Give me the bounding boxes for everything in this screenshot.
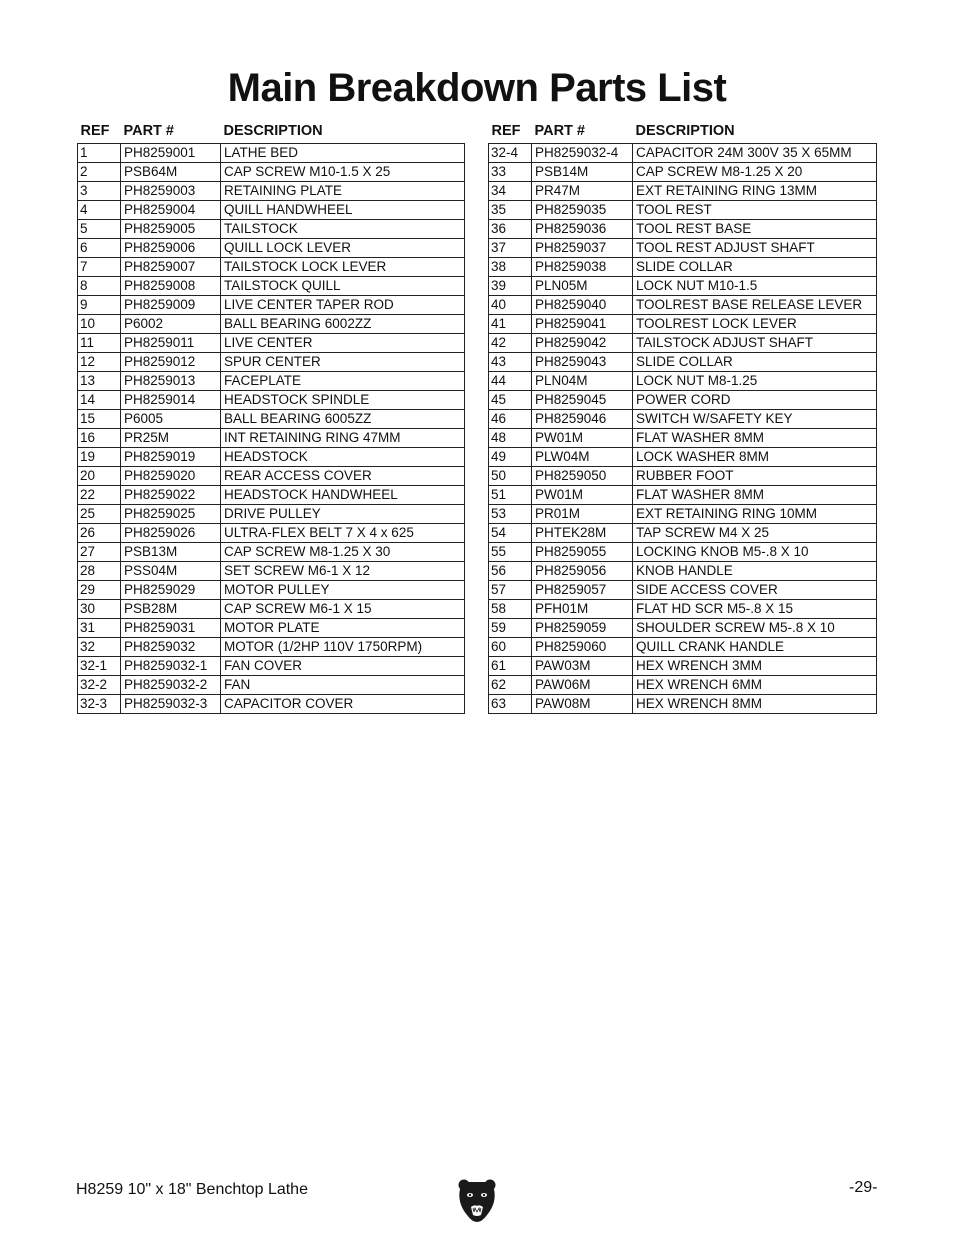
description-cell: RUBBER FOOT — [633, 467, 877, 486]
ref-cell: 8 — [78, 277, 121, 296]
part-number-cell: PH8259055 — [532, 543, 633, 562]
part-number-cell: PH8259019 — [121, 448, 221, 467]
description-cell: CAP SCREW M8-1.25 X 20 — [633, 163, 877, 182]
description-cell: LOCKING KNOB M5-.8 X 10 — [633, 543, 877, 562]
part-number-cell: PSS04M — [121, 562, 221, 581]
ref-cell: 3 — [78, 182, 121, 201]
part-number-cell: P6005 — [121, 410, 221, 429]
table-row — [78, 429, 465, 448]
part-number-cell: PFH01M — [532, 600, 633, 619]
part-number-header: PART # — [534, 122, 585, 139]
ref-cell: 5 — [78, 220, 121, 239]
part-number-cell: PH8259031 — [121, 619, 221, 638]
part-number-cell: PLN05M — [532, 277, 633, 296]
table-row — [78, 524, 465, 543]
ref-cell: 22 — [78, 486, 121, 505]
table-row — [78, 315, 465, 334]
description-cell: BALL BEARING 6005ZZ — [221, 410, 465, 429]
ref-cell: 20 — [78, 467, 121, 486]
ref-cell: 53 — [489, 505, 532, 524]
table-row — [489, 220, 877, 239]
description-cell: FLAT HD SCR M5-.8 X 15 — [633, 600, 877, 619]
table-row — [489, 391, 877, 410]
table-row — [78, 638, 465, 657]
part-number-cell: PH8259032-3 — [121, 695, 221, 714]
description-cell: TOOL REST — [633, 201, 877, 220]
part-number-cell: PH8259032-1 — [121, 657, 221, 676]
part-number-cell: PH8259008 — [121, 277, 221, 296]
table-row — [489, 543, 877, 562]
table-row — [78, 657, 465, 676]
table-row — [78, 334, 465, 353]
description-cell: QUILL HANDWHEEL — [221, 201, 465, 220]
part-number-cell: PH8259059 — [532, 619, 633, 638]
description-cell: LOCK WASHER 8MM — [633, 448, 877, 467]
ref-cell: 56 — [489, 562, 532, 581]
ref-cell: 29 — [78, 581, 121, 600]
part-number-cell: PH8259032-4 — [532, 144, 633, 163]
part-number-cell: PH8259050 — [532, 467, 633, 486]
table-row — [78, 353, 465, 372]
part-number-cell: PH8259041 — [532, 315, 633, 334]
parts-table-right — [488, 118, 877, 714]
table-row — [489, 201, 877, 220]
table-row — [489, 277, 877, 296]
part-number-cell: PLW04M — [532, 448, 633, 467]
table-row — [78, 372, 465, 391]
part-number-cell: PH8259020 — [121, 467, 221, 486]
description-cell: SPUR CENTER — [221, 353, 465, 372]
ref-cell: 57 — [489, 581, 532, 600]
part-number-cell: PH8259040 — [532, 296, 633, 315]
description-cell: RETAINING PLATE — [221, 182, 465, 201]
ref-cell: 16 — [78, 429, 121, 448]
ref-cell: 1 — [78, 144, 121, 163]
ref-cell: 32-2 — [78, 676, 121, 695]
ref-cell: 54 — [489, 524, 532, 543]
description-cell: CAP SCREW M10-1.5 X 25 — [221, 163, 465, 182]
part-number-cell: PR25M — [121, 429, 221, 448]
table-header-row — [489, 118, 877, 144]
table-row — [78, 239, 465, 258]
description-cell: HEADSTOCK — [221, 448, 465, 467]
description-cell: LATHE BED — [221, 144, 465, 163]
table-row — [78, 144, 465, 163]
description-cell: REAR ACCESS COVER — [221, 467, 465, 486]
part-number-cell: PH8259029 — [121, 581, 221, 600]
table-row — [489, 372, 877, 391]
table-row — [78, 448, 465, 467]
description-cell: ULTRA-FLEX BELT 7 X 4 x 625 — [221, 524, 465, 543]
page-title: Main Breakdown Parts List — [227, 66, 727, 110]
part-number-cell: PH8259032-2 — [121, 676, 221, 695]
description-cell: EXT RETAINING RING 13MM — [633, 182, 877, 201]
description-cell: LOCK NUT M8-1.25 — [633, 372, 877, 391]
description-cell: POWER CORD — [633, 391, 877, 410]
ref-cell: 38 — [489, 258, 532, 277]
part-number-cell: PH8259001 — [121, 144, 221, 163]
ref-cell: 48 — [489, 429, 532, 448]
description-cell: FAN COVER — [221, 657, 465, 676]
table-row — [489, 581, 877, 600]
table-row — [78, 258, 465, 277]
part-number-cell: PH8259009 — [121, 296, 221, 315]
part-number-cell: PH8259046 — [532, 410, 633, 429]
description-cell: BALL BEARING 6002ZZ — [221, 315, 465, 334]
description-cell: TAP SCREW M4 X 25 — [633, 524, 877, 543]
description-cell: FLAT WASHER 8MM — [633, 486, 877, 505]
table-header-row — [78, 118, 465, 144]
part-number-cell: PH8259057 — [532, 581, 633, 600]
ref-cell: 37 — [489, 239, 532, 258]
table-row — [78, 220, 465, 239]
ref-cell: 6 — [78, 239, 121, 258]
ref-cell: 9 — [78, 296, 121, 315]
description-cell: TAILSTOCK QUILL — [221, 277, 465, 296]
table-row — [489, 638, 877, 657]
ref-cell: 26 — [78, 524, 121, 543]
table-row — [489, 410, 877, 429]
table-row — [489, 676, 877, 695]
part-number-cell: PH8259025 — [121, 505, 221, 524]
table-row — [489, 600, 877, 619]
table-row — [489, 619, 877, 638]
ref-cell: 39 — [489, 277, 532, 296]
ref-cell: 41 — [489, 315, 532, 334]
description-cell: LIVE CENTER TAPER ROD — [221, 296, 465, 315]
part-number-cell: PH8259035 — [532, 201, 633, 220]
description-cell: SLIDE COLLAR — [633, 258, 877, 277]
parts-table-left — [77, 118, 465, 714]
ref-cell: 32-4 — [489, 144, 532, 163]
table-row — [78, 163, 465, 182]
description-cell: SLIDE COLLAR — [633, 353, 877, 372]
description-cell: MOTOR PLATE — [221, 619, 465, 638]
table-row — [78, 543, 465, 562]
table-row — [78, 277, 465, 296]
part-number-cell: PLN04M — [532, 372, 633, 391]
description-cell: FAN — [221, 676, 465, 695]
ref-cell: 55 — [489, 543, 532, 562]
description-cell: LIVE CENTER — [221, 334, 465, 353]
description-cell: TOOLREST LOCK LEVER — [633, 315, 877, 334]
table-row — [489, 239, 877, 258]
part-number-cell: PH8259042 — [532, 334, 633, 353]
part-number-cell: PH8259011 — [121, 334, 221, 353]
description-cell: DRIVE PULLEY — [221, 505, 465, 524]
ref-cell: 44 — [489, 372, 532, 391]
part-number-cell: PH8259036 — [532, 220, 633, 239]
part-number-cell: PH8259005 — [121, 220, 221, 239]
table-row — [489, 505, 877, 524]
table-row — [489, 562, 877, 581]
table-row — [489, 315, 877, 334]
table-row — [78, 486, 465, 505]
description-cell: TAILSTOCK — [221, 220, 465, 239]
ref-header: REF — [491, 122, 521, 139]
part-number-cell: PHTEK28M — [532, 524, 633, 543]
description-cell: HEX WRENCH 6MM — [633, 676, 877, 695]
ref-cell: 45 — [489, 391, 532, 410]
ref-cell: 50 — [489, 467, 532, 486]
ref-cell: 63 — [489, 695, 532, 714]
description-cell: LOCK NUT M10-1.5 — [633, 277, 877, 296]
part-number-cell: PH8259060 — [532, 638, 633, 657]
part-number-cell: PH8259007 — [121, 258, 221, 277]
table-row — [78, 695, 465, 714]
description-cell: KNOB HANDLE — [633, 562, 877, 581]
part-number-cell: PH8259003 — [121, 182, 221, 201]
description-header: DESCRIPTION — [635, 122, 735, 139]
table-row — [489, 144, 877, 163]
description-cell: CAPACITOR COVER — [221, 695, 465, 714]
table-row — [78, 581, 465, 600]
table-row — [489, 429, 877, 448]
ref-cell: 59 — [489, 619, 532, 638]
table-row — [78, 505, 465, 524]
part-number-cell: PH8259013 — [121, 372, 221, 391]
description-cell: TOOL REST BASE — [633, 220, 877, 239]
description-cell: QUILL CRANK HANDLE — [633, 638, 877, 657]
part-number-cell: PH8259006 — [121, 239, 221, 258]
description-cell: HEX WRENCH 3MM — [633, 657, 877, 676]
part-number-cell: PAW06M — [532, 676, 633, 695]
part-number-cell: PW01M — [532, 429, 633, 448]
part-number-cell: PSB28M — [121, 600, 221, 619]
ref-cell: 4 — [78, 201, 121, 220]
description-cell: EXT RETAINING RING 10MM — [633, 505, 877, 524]
ref-cell: 61 — [489, 657, 532, 676]
ref-cell: 12 — [78, 353, 121, 372]
part-number-cell: PH8259004 — [121, 201, 221, 220]
part-number-cell: P6002 — [121, 315, 221, 334]
part-number-cell: PAW08M — [532, 695, 633, 714]
ref-cell: 58 — [489, 600, 532, 619]
table-row — [78, 391, 465, 410]
ref-cell: 32 — [78, 638, 121, 657]
description-cell: QUILL LOCK LEVER — [221, 239, 465, 258]
table-row — [78, 296, 465, 315]
ref-cell: 31 — [78, 619, 121, 638]
part-number-cell: PR47M — [532, 182, 633, 201]
part-number-header: PART # — [123, 122, 174, 139]
description-cell: MOTOR (1/2HP 110V 1750RPM) — [221, 638, 465, 657]
table-row — [78, 201, 465, 220]
part-number-cell: PH8259012 — [121, 353, 221, 372]
table-row — [489, 163, 877, 182]
table-row — [78, 182, 465, 201]
table-row — [78, 467, 465, 486]
table-row — [78, 619, 465, 638]
ref-header: REF — [80, 122, 110, 139]
part-number-cell: PSB14M — [532, 163, 633, 182]
part-number-cell: PH8259032 — [121, 638, 221, 657]
ref-cell: 14 — [78, 391, 121, 410]
table-row — [489, 486, 877, 505]
table-row — [489, 448, 877, 467]
part-number-cell: PAW03M — [532, 657, 633, 676]
ref-cell: 42 — [489, 334, 532, 353]
ref-cell: 51 — [489, 486, 532, 505]
ref-cell: 30 — [78, 600, 121, 619]
description-cell: HEX WRENCH 8MM — [633, 695, 877, 714]
description-cell: CAPACITOR 24M 300V 35 X 65MM — [633, 144, 877, 163]
part-number-cell: PSB13M — [121, 543, 221, 562]
ref-cell: 35 — [489, 201, 532, 220]
table-row — [489, 524, 877, 543]
part-number-cell: PR01M — [532, 505, 633, 524]
table-row — [489, 695, 877, 714]
ref-cell: 28 — [78, 562, 121, 581]
description-cell: MOTOR PULLEY — [221, 581, 465, 600]
parts-table-left-body — [78, 144, 465, 714]
part-number-cell: PH8259056 — [532, 562, 633, 581]
description-cell: SIDE ACCESS COVER — [633, 581, 877, 600]
description-cell: SET SCREW M6-1 X 12 — [221, 562, 465, 581]
table-row — [489, 657, 877, 676]
table-row — [489, 467, 877, 486]
ref-cell: 36 — [489, 220, 532, 239]
table-row — [489, 334, 877, 353]
table-row — [78, 410, 465, 429]
description-cell: FACEPLATE — [221, 372, 465, 391]
part-number-cell: PW01M — [532, 486, 633, 505]
description-cell: SWITCH W/SAFETY KEY — [633, 410, 877, 429]
ref-cell: 7 — [78, 258, 121, 277]
ref-cell: 25 — [78, 505, 121, 524]
page-number: -29- — [849, 1179, 878, 1196]
description-cell: TOOLREST BASE RELEASE LEVER — [633, 296, 877, 315]
description-cell: SHOULDER SCREW M5-.8 X 10 — [633, 619, 877, 638]
ref-cell: 2 — [78, 163, 121, 182]
table-row — [489, 258, 877, 277]
part-number-cell: PH8259014 — [121, 391, 221, 410]
table-row — [78, 676, 465, 695]
ref-cell: 43 — [489, 353, 532, 372]
part-number-cell: PH8259022 — [121, 486, 221, 505]
ref-cell: 32-3 — [78, 695, 121, 714]
description-header: DESCRIPTION — [223, 122, 323, 139]
description-cell: CAP SCREW M6-1 X 15 — [221, 600, 465, 619]
ref-cell: 27 — [78, 543, 121, 562]
description-cell: CAP SCREW M8-1.25 X 30 — [221, 543, 465, 562]
ref-cell: 32-1 — [78, 657, 121, 676]
part-number-cell: PH8259026 — [121, 524, 221, 543]
description-cell: HEADSTOCK HANDWHEEL — [221, 486, 465, 505]
ref-cell: 46 — [489, 410, 532, 429]
ref-cell: 11 — [78, 334, 121, 353]
footer-model-name: H8259 10" x 18" Benchtop Lathe — [76, 1181, 308, 1198]
table-row — [489, 182, 877, 201]
table-row — [489, 353, 877, 372]
description-cell: INT RETAINING RING 47MM — [221, 429, 465, 448]
description-cell: TAILSTOCK LOCK LEVER — [221, 258, 465, 277]
ref-cell: 33 — [489, 163, 532, 182]
table-row — [78, 562, 465, 581]
ref-cell: 19 — [78, 448, 121, 467]
table-row — [489, 296, 877, 315]
part-number-cell: PH8259045 — [532, 391, 633, 410]
table-row — [78, 600, 465, 619]
ref-cell: 34 — [489, 182, 532, 201]
part-number-cell: PSB64M — [121, 163, 221, 182]
ref-cell: 60 — [489, 638, 532, 657]
description-cell: TOOL REST ADJUST SHAFT — [633, 239, 877, 258]
ref-cell: 13 — [78, 372, 121, 391]
part-number-cell: PH8259043 — [532, 353, 633, 372]
parts-table-right-body — [489, 144, 877, 714]
description-cell: HEADSTOCK SPINDLE — [221, 391, 465, 410]
ref-cell: 49 — [489, 448, 532, 467]
ref-cell: 10 — [78, 315, 121, 334]
ref-cell: 62 — [489, 676, 532, 695]
grizzly-bear-head-icon — [457, 1177, 497, 1223]
description-cell: FLAT WASHER 8MM — [633, 429, 877, 448]
ref-cell: 15 — [78, 410, 121, 429]
description-cell: TAILSTOCK ADJUST SHAFT — [633, 334, 877, 353]
ref-cell: 40 — [489, 296, 532, 315]
part-number-cell: PH8259038 — [532, 258, 633, 277]
part-number-cell: PH8259037 — [532, 239, 633, 258]
